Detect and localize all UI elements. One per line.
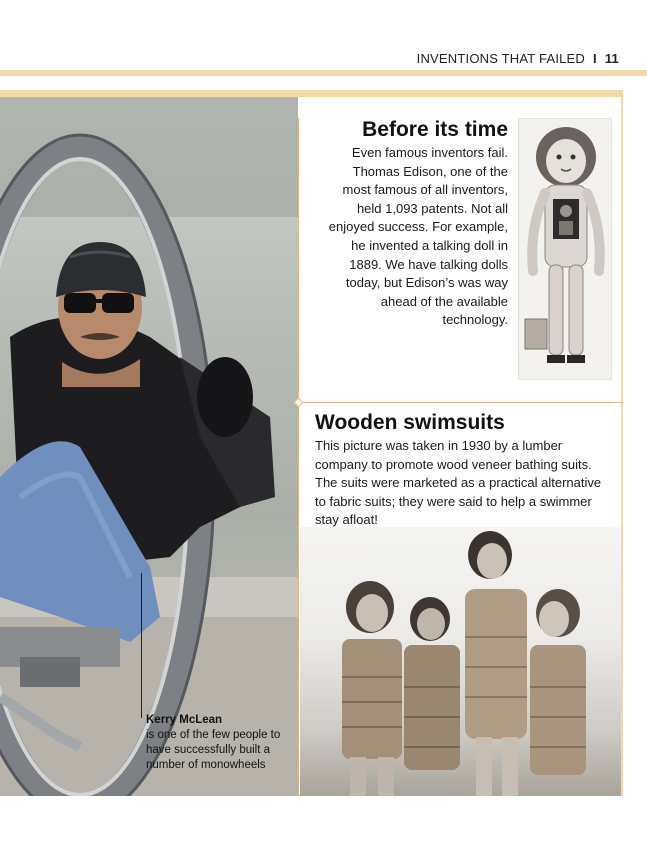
- divider-vertical: [298, 118, 299, 796]
- caption-leader-line: [141, 573, 142, 718]
- wooden-swimsuits-heading: Wooden swimsuits: [315, 411, 505, 434]
- monowheel-rider-photo: [0, 97, 298, 796]
- caption-name: Kerry McLean: [146, 714, 223, 726]
- running-header: [417, 51, 619, 66]
- talking-doll-illustration: [519, 119, 613, 381]
- before-its-time-body: Even famous inventors fail. Thomas Edison, one of the most famous of all inventors, held 1,093 patents. Not all enjoyed success. For example, he invented a talking doll in 1889. We have talking dolls today, but Edison’s was way ahead of the available technology.: [328, 145, 508, 328]
- swimsuit-women-illustration: [300, 527, 621, 796]
- wooden-swimsuits-body: This picture was taken in 1930 by a lumber company to promote wood veneer bathing suits. The suits were marketed as a practical alternative to fabric suits; they were said to help a swimmer stay afloat!: [315, 438, 602, 528]
- photo-caption: [146, 713, 296, 773]
- section-title: INVENTIONS THAT FAILED: [416, 51, 586, 66]
- caption-text: is one of the few people to have successfully built a number of monowheels: [146, 729, 281, 771]
- before-its-time-heading: Before its time: [362, 118, 508, 141]
- talking-doll-image: [518, 118, 612, 380]
- page-number: 11: [604, 51, 619, 66]
- wooden-swimsuits-photo: [300, 527, 621, 796]
- header-separator: I: [593, 51, 597, 66]
- monowheel-rider-illustration: [0, 97, 298, 796]
- header-rule: [0, 70, 647, 76]
- divider-horizontal: [298, 402, 623, 403]
